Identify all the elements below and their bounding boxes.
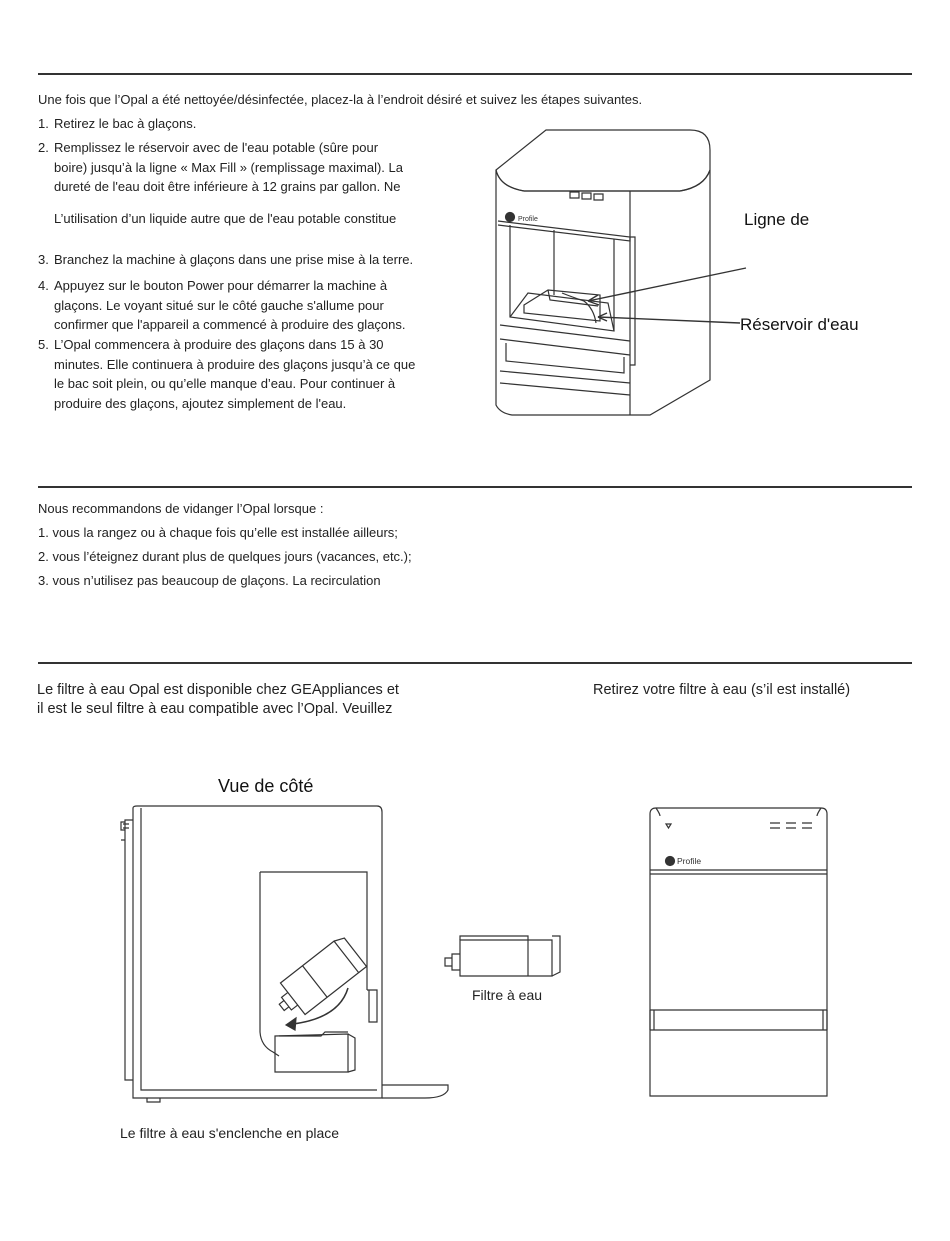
- step-text-line: Appuyez sur le bouton Power pour démarrer la machine à: [54, 278, 388, 293]
- ice-maker-reservoir-illustration: [490, 125, 910, 425]
- setup-intro: Une fois que l’Opal a été nettoyée/désinfectée, placez-la à l’endroit désiré et suivez les étapes suivantes.: [38, 92, 643, 107]
- step-text-line: le bac soit plein, ou qu’elle manque d’eau. Pour continuer à: [54, 376, 396, 391]
- step-text-line: Retirez le bac à glaçons.: [54, 116, 197, 131]
- drain-intro: Nous recommandons de vidanger l’Opal lorsque :: [38, 501, 324, 516]
- section-divider-middle: [38, 486, 912, 488]
- section-divider-bottom: [38, 662, 912, 664]
- front-brand-label: Profile: [677, 856, 702, 866]
- drain-item-3: 3. vous n’utilisez pas beaucoup de glaçons. La recirculation: [38, 573, 381, 588]
- brand-label: Profile: [518, 216, 538, 223]
- side-view-illustration: [115, 800, 455, 1105]
- drain-item-2: 2. vous l’éteignez durant plus de quelques jours (vacances, etc.);: [38, 549, 412, 564]
- water-reservoir-label: Réservoir d'eau: [740, 315, 859, 334]
- step-text-line: confirmer que l'appareil a commencé à produire des glaçons.: [54, 317, 406, 332]
- remove-filter-instruction: Retirez votre filtre à eau (s’il est installé): [593, 682, 851, 698]
- step-text-line: L’utilisation d’un liquide autre que de l'eau potable constitue: [54, 211, 397, 226]
- side-view-title: Vue de côté: [218, 776, 314, 796]
- section-divider-top: [38, 73, 912, 75]
- step-text-line: boire) jusqu’à la ligne « Max Fill » (remplissage maximal). La: [54, 159, 403, 175]
- step-number: 4.: [38, 278, 49, 293]
- step-number: 3.: [38, 252, 49, 267]
- step-number: 5.: [38, 337, 49, 352]
- step-text-line: Branchez la machine à glaçons dans une prise mise à la terre.: [54, 252, 414, 267]
- step-text-line: glaçons. Le voyant situé sur le côté gauche s'allume pour: [54, 297, 384, 313]
- step-text-line: dureté de l'eau doit être inférieure à 12 grains par gallon. Ne: [54, 179, 401, 194]
- step-text-line: Remplissez le réservoir avec de l'eau potable (sûre pour: [54, 140, 379, 155]
- front-view-illustration: [646, 804, 831, 1100]
- step-number: 2.: [38, 140, 49, 155]
- step-number: 1.: [38, 116, 49, 131]
- filter-info-line-2: il est le seul filtre à eau compatible avec l’Opal. Veuillez: [37, 701, 393, 717]
- water-filter-label: Filtre à eau: [472, 987, 543, 1003]
- fill-line-label: Ligne de: [744, 210, 810, 229]
- step-text-line: minutes. Elle continuera à produire des glaçons jusqu’à ce que: [54, 356, 416, 372]
- drain-item-1: 1. vous la rangez ou à chaque fois qu’elle est installée ailleurs;: [38, 525, 398, 540]
- side-view-caption: Le filtre à eau s'enclenche en place: [120, 1125, 340, 1141]
- filter-info-line-1: Le filtre à eau Opal est disponible chez GEAppliances et: [37, 682, 399, 698]
- step-text-line: L’Opal commencera à produire des glaçons dans 15 à 30: [54, 337, 384, 352]
- water-filter-illustration: [440, 932, 570, 982]
- step-text-line: produire des glaçons, ajoutez simplement de l'eau.: [54, 395, 347, 411]
